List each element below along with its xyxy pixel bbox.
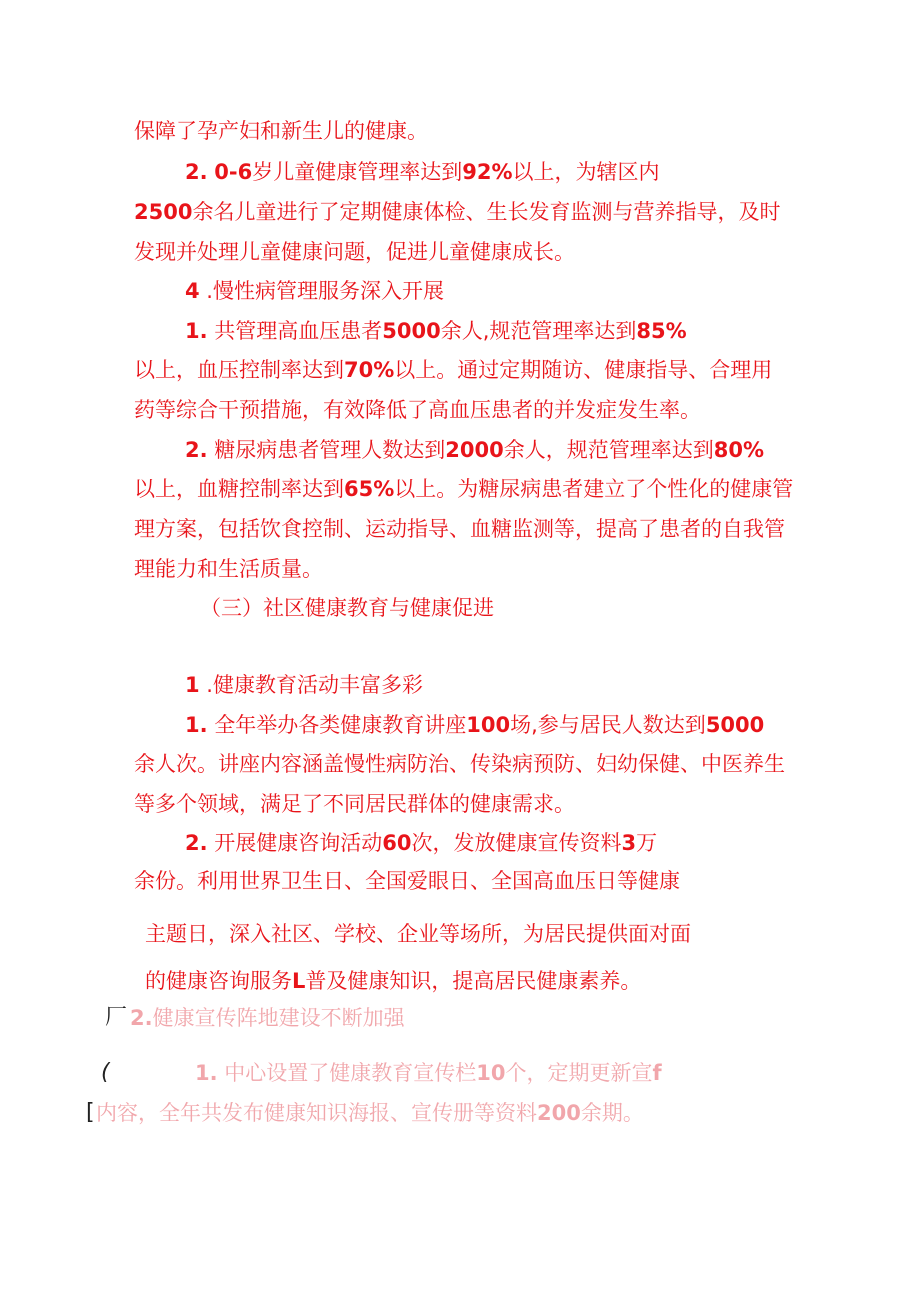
- text-run: 健康宣传阵地建设不断加强: [152, 1006, 405, 1030]
- text-run: 余期。: [580, 1101, 644, 1125]
- text-run: 70%: [344, 358, 395, 382]
- text-run: 余人次。讲座内容涵盖慢性病防治、传染病预防、妇幼保健、中医养生: [134, 752, 785, 776]
- text-line: [185, 828, 657, 858]
- text-line: [134, 554, 323, 584]
- text-line: [185, 435, 764, 465]
- text-line: [185, 710, 764, 740]
- text-line: [134, 474, 793, 504]
- text-run: .慢性病管理服务深入开展: [199, 279, 444, 303]
- text-line: [134, 749, 785, 779]
- text-line: [134, 237, 575, 267]
- text-run: 4: [185, 279, 200, 303]
- text-run: 5000: [705, 713, 765, 737]
- text-run: 2.: [185, 160, 208, 184]
- text-run: 85%: [636, 319, 687, 343]
- text-run: 保障了孕产妇和新生儿的健康。: [134, 119, 428, 143]
- text-run: 个，定期更新宣: [505, 1061, 653, 1085]
- text-run: L: [292, 969, 306, 993]
- text-run: 60: [382, 831, 412, 855]
- text-run: 发现并处理儿童健康问题，促进儿童健康成长。: [134, 240, 575, 264]
- margin-mark: (: [101, 1060, 110, 1085]
- text-run: 2.: [185, 438, 208, 462]
- text-run: 以上，为辖区内: [512, 160, 660, 184]
- text-line: [134, 197, 780, 227]
- text-run: 1.: [185, 319, 208, 343]
- text-line: [145, 966, 641, 996]
- text-run: 以上。通过定期随访、健康指导、合理用: [394, 358, 773, 382]
- text-line: [134, 116, 428, 146]
- section-heading: [200, 593, 494, 623]
- text-line: [134, 514, 785, 544]
- text-run: 65%: [344, 477, 395, 501]
- text-run: 岁儿童健康管理率达到: [252, 160, 463, 184]
- text-run: 200: [537, 1101, 581, 1125]
- text-run: 1: [185, 673, 200, 697]
- text-run: 1.: [195, 1061, 218, 1085]
- text-run: 普及健康知识，提高居民健康素养。: [305, 969, 642, 993]
- text-run: 中心设置了健康教育宣传栏: [217, 1061, 477, 1085]
- section-heading-faded: [130, 1003, 405, 1033]
- margin-mark: 厂: [105, 1005, 128, 1030]
- text-run: 理能力和生活质量。: [134, 557, 323, 581]
- text-line: [185, 316, 687, 346]
- text-run: 开展健康咨询活动: [207, 831, 383, 855]
- text-run: 0-6: [214, 160, 253, 184]
- section-heading: [185, 670, 423, 700]
- text-run: 理方案，包括饮食控制、运动指导、血糖监测等，提高了患者的自我管: [134, 517, 785, 541]
- text-line: [185, 157, 660, 187]
- text-run: 1.: [185, 713, 208, 737]
- text-run: 92%: [462, 160, 513, 184]
- text-run: 场,参与居民人数达到: [510, 713, 706, 737]
- text-run: 余人,规范管理率达到: [440, 319, 637, 343]
- text-run: 的健康咨询服务: [145, 969, 292, 993]
- text-line: [134, 866, 680, 896]
- text-run: 内容，全年共发布健康知识海报、宣传册等资料: [96, 1101, 537, 1125]
- text-line: [134, 789, 575, 819]
- text-line-faded: [195, 1058, 662, 1088]
- text-run: 次，发放健康宣传资料: [411, 831, 622, 855]
- text-line-faded: [96, 1098, 644, 1128]
- text-run: 10: [476, 1061, 506, 1085]
- text-run: 万: [636, 831, 658, 855]
- text-run: 共管理高血压患者: [207, 319, 383, 343]
- text-run: 2500: [134, 200, 193, 224]
- text-run: 以上，血压控制率达到: [134, 358, 344, 382]
- text-run: （三）社区健康教育与健康促进: [200, 596, 494, 620]
- text-line: [134, 355, 772, 385]
- text-run: 全年举办各类健康教育讲座: [207, 713, 467, 737]
- text-run: 药等综合干预措施，有效降低了高血压患者的并发症发生率。: [134, 398, 701, 422]
- text-run: 5000: [382, 319, 441, 343]
- margin-mark: [: [86, 1100, 95, 1125]
- text-run: 80%: [713, 438, 764, 462]
- text-run: 余份。利用世界卫生日、全国爱眼日、全国高血压日等健康: [134, 869, 680, 893]
- text-run: f: [652, 1061, 662, 1085]
- text-run: 2.: [130, 1006, 153, 1030]
- text-line: [134, 395, 701, 425]
- text-run: .健康教育活动丰富多彩: [199, 673, 423, 697]
- text-run: 以上，血糖控制率达到: [134, 477, 344, 501]
- text-run: 余人，规范管理率达到: [503, 438, 714, 462]
- text-run: 主题日，深入社区、学校、企业等场所，为居民提供面对面: [145, 922, 691, 946]
- text-run: 3: [621, 831, 637, 855]
- text-run: 以上。为糖尿病患者建立了个性化的健康管: [394, 477, 794, 501]
- text-line: [145, 919, 691, 949]
- text-run: 糖尿病患者管理人数达到: [207, 438, 446, 462]
- text-run: 2000: [445, 438, 504, 462]
- text-run: 余名儿童进行了定期健康体检、生长发育监测与营养指导，及时: [192, 200, 781, 224]
- text-run: 等多个领域，满足了不同居民群体的健康需求。: [134, 792, 575, 816]
- section-heading: [185, 276, 444, 306]
- text-run: 100: [466, 713, 511, 737]
- text-run: 2.: [185, 831, 208, 855]
